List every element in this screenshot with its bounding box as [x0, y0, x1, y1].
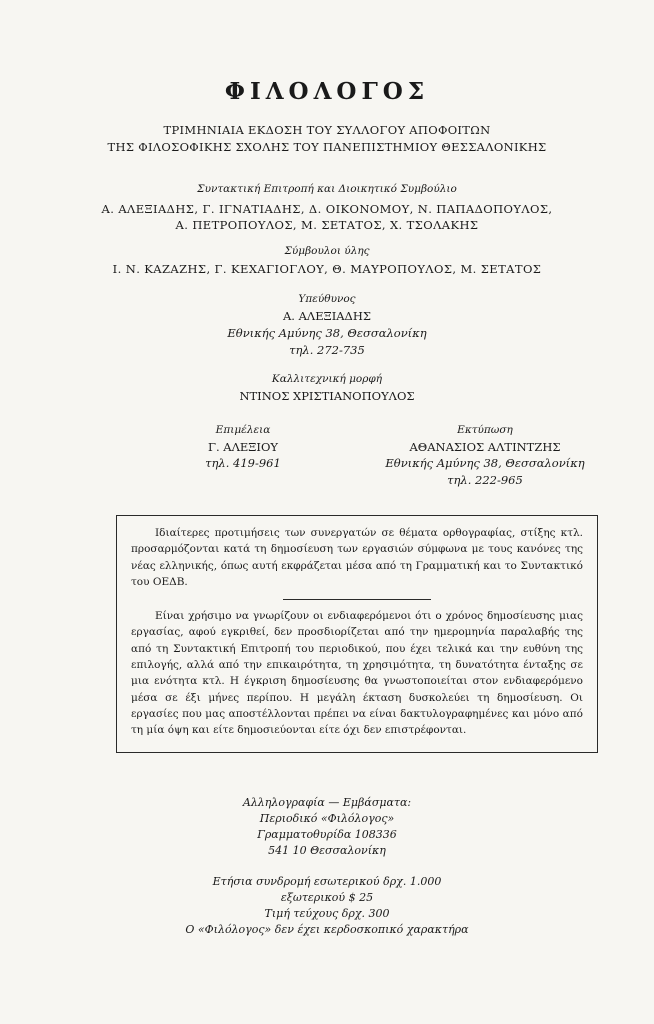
notice-paragraph-1: Ιδιαίτερες προτιμήσεις των συνεργατών σε θέματα ορθογραφίας, στίξης κτλ. προσαρμόζονται κατά τη δημοσίευση των εργασιών σύμφωνα με τους κανόνες της νέας ελληνικής, όπως αυτή εκφράζεται μέσα από τη Γραμματική και το Συντακτικό του ΟΕΔΒ. [131, 527, 583, 588]
printing-caption: Εκτύπωση [457, 424, 513, 436]
editing-section [178, 422, 308, 472]
art-caption: Καλλιτεχνική μορφή [271, 373, 383, 385]
responsible-caption: Υπεύθυνος [298, 293, 356, 305]
journal-title: ΦΙΛΟΛΟΓΟΣ [224, 78, 430, 105]
responsible-section [0, 291, 654, 359]
subscription-section [0, 874, 654, 938]
correspondence-line-3: 541 10 Θεσσαλονίκη [268, 844, 386, 857]
notice-box [116, 515, 598, 753]
subtitle-line-2: ΤΗΣ ΦΙΛΟΣΟΦΙΚΗΣ ΣΧΟΛΗΣ ΤΟΥ ΠΑΝΕΠΙΣΤΗΜΙΟΥ ΘΕΣΣΑΛΟΝΙΚΗΣ [107, 140, 547, 154]
responsible-name: Α. ΑΛΕΞΙΑΔΗΣ [282, 309, 372, 323]
printing-address: Εθνικής Αμύνης 38, Θεσσαλονίκη [385, 456, 585, 470]
editing-phone: τηλ. 419-961 [205, 456, 281, 470]
art-section [0, 371, 654, 405]
editing-name: Γ. ΑΛΕΞΙΟΥ [208, 439, 278, 454]
correspondence-section [0, 795, 654, 859]
correspondence-heading: Αλληλογραφία — Εμβάσματα: [242, 796, 412, 809]
subscription-line-4: Ο «Φιλόλογος» δεν έχει κερδοσκοπικό χαρακτήρα [185, 923, 469, 936]
editing-caption: Επιμέλεια [215, 424, 271, 436]
committee-caption: Συντακτική Επιτροπή και Διοικητικό Συμβούλιο [197, 183, 457, 195]
advisors-section [0, 245, 654, 276]
printing-phone: τηλ. 222-965 [447, 472, 523, 487]
committee-names-line-1: Α. ΑΛΕΞΙΑΔΗΣ, Γ. ΙΓΝΑΤΙΑΔΗΣ, Δ. ΟΙΚΟΝΟΜΟΥ, Ν. ΠΑΠΑΔΟΠΟΥΛΟΣ, [101, 202, 553, 216]
correspondence-line-2: Γραμματοθυρίδα 108336 [257, 828, 397, 841]
art-name: ΝΤΙΝΟΣ ΧΡΙΣΤΙΑΝΟΠΟΥΛΟΣ [239, 389, 415, 403]
printing-name: ΑΘΑΝΑΣΙΟΣ ΑΛΤΙΝΤΖΗΣ [409, 439, 561, 454]
subscription-line-3: Τιμή τεύχους δρχ. 300 [264, 907, 390, 920]
advisors-caption: Σύμβουλοι ύλης [284, 245, 370, 257]
subtitle-line-1: ΤΡΙΜΗΝΙΑΙΑ ΕΚΔΟΣΗ ΤΟΥ ΣΥΛΛΟΓΟΥ ΑΠΟΦΟΙΤΩΝ [163, 123, 491, 137]
subscription-line-2: εξωτερικού $ 25 [280, 891, 374, 904]
advisors-names: Ι. Ν. ΚΑΖΑΖΗΣ, Γ. ΚΕΧΑΓΙΟΓΛΟΥ, Θ. ΜΑΥΡΟΠΟΥΛΟΣ, Μ. ΣΕΤΑΤΟΣ [112, 262, 542, 276]
correspondence-line-1: Περιοδικό «Φιλόλογος» [259, 812, 395, 825]
responsible-address: Εθνικής Αμύνης 38, Θεσσαλονίκη [227, 326, 427, 340]
subscription-line-1: Ετήσια συνδρομή εσωτερικού δρχ. 1.000 [212, 875, 442, 888]
printing-section [380, 422, 590, 488]
notice-paragraph-2: Είναι χρήσιμο να γνωρίζουν οι ενδιαφερόμενοι ότι ο χρόνος δημοσίευσης μιας εργασίας, αφού εγκριθεί, δεν προσδιορίζεται από την ημερομηνία παραλαβής της από τη Συντακτική Επιτροπή του περιοδικού, που έχει τελικά και την ευθύνη της επιλογής, αλλά από την επικαιρότητα, τη χρησιμότητα, τη δυνατότητα ένταξης σε μια ενότητα κτλ. Η έγκριση δημοσίευσης θα γνωστοποιείται στον ενδιαφερόμενο μέσα σε έξι μήνες περίπου. Η μεγάλη έκταση δυσκολεύει τη δημοσίευση. Οι εργασίες που μας αποστέλλονται πρέπει να είναι δακτυλογραφημένες και μόνο από τη μία όψη και είτε δημοσιεύονται είτε όχι δεν επιστρέφονται. [131, 610, 583, 737]
responsible-phone: τηλ. 272-735 [289, 343, 365, 357]
notice-divider [283, 599, 431, 600]
committee-section [0, 183, 654, 232]
committee-names-line-2: Α. ΠΕΤΡΟΠΟΥΛΟΣ, Μ. ΣΕΤΑΤΟΣ, Χ. ΤΣΟΛΑΚΗΣ [175, 218, 479, 232]
